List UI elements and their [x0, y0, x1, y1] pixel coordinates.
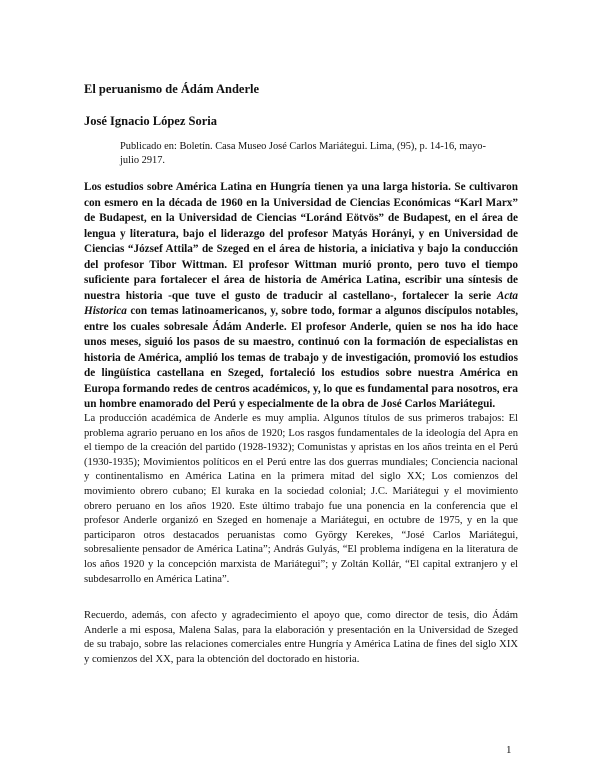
paragraph-intro-part-1: Los estudios sobre América Latina en Hungría tienen ya una larga historia. Se cultivaron con esmero en la década de 1960 en la Universidad de Ciencias Económicas “Karl Marx” de Budapest, en la Universidad de Ciencias “Loránd Eötvös” de Budapest, en el área de lengua y literatura, bajo el liderazgo del profesor Matyás Horányi, y en Universidad de Ciencias “József Attila” de Szeged en el área de historia, a iniciativa y bajo la conducción del profesor Tibor Wittman. El profesor Wittman murió pronto, pero tuvo el tiempo suficiente para fortalecer el área de historia de América Latina, escribir una síntesis de nuestra historia -que tuve el gusto de traducir al castellano-, fortalecer la serie: [84, 181, 518, 302]
paragraph-intro-part-2: con temas latinoamericanos, y, sobre todo, formar a algunos discípulos notables, entre los cuales sobresale Ádám Anderle. El profesor Anderle, quien se nos ha ido hace unos meses, siguió los pasos de su maestro, continuó con la formación de especialistas en historia de América, amplió los temas de trabajo y de investigación, promovió los estudios de lingüística castellana en Szeged, fortaleció los estudios sobre nuestra América en Europa formando redes de centros académicos, y, lo que es fundamental para nosotros, era un hombre enamorado del Perú y especialmente de la obra de José Carlos Mariátegui.: [84, 305, 518, 410]
document-title: El peruanismo de Ádám Anderle: [84, 82, 260, 96]
document-author: José Ignacio López Soria: [84, 114, 217, 128]
paragraph-intro: [84, 180, 518, 413]
publication-note: Publicado en: Boletín. Casa Museo José Carlos Mariátegui. Lima, (95), p. 14-16, mayo-julio 2917.: [120, 141, 486, 166]
acta-historica-title: Acta Historica: [84, 289, 518, 317]
page-number: 1: [506, 744, 512, 756]
paragraph-memory: Recuerdo, además, con afecto y agradecimiento el apoyo que, como director de tesis, dio Ádám Anderle a mi esposa, Malena Salas, para la elaboración y presentación en la Universidad de Szeged de su trabajo, sobre las relaciones comerciales entre Hungría y América Latina de fines del siglo XIX y comienzos del XX, para la obtención del doctorado en historia.: [84, 610, 518, 665]
paragraph-production: La producción académica de Anderle es muy amplia. Algunos títulos de sus primeros trabajos: El problema agrario peruano en los años de 1920; Los rasgos fundamentales de la ideología del Apra en el tiempo de la creación del partido (1928-1932); Comunistas y apristas en los años treinta en el Perú (1930-1935); Movimientos políticos en el Perú entre las dos guerras mundiales; Conciencia nacional y continentalismo en América Latina en la primera mitad del siglo XX; Los comienzos del movimiento obrero cubano; El kuraka en la sociedad colonial; J.C. Mariátegui y el movimiento obrero peruano en los años 1920. Este último trabajo fue una ponencia en la conferencia que el profesor Anderle organizó en Szeged en homenaje a Mariátegui, en octubre de 1975, y en la que participaron otros destacados peruanistas como György Kerekes, “José Carlos Mariátegui, sobresaliente pensador de América Latina”; András Gulyás, “El problema indígena en la literatura de los años 1920 y la concepción marxista de Mariátegui”; y Zoltán Kollár, “El capital extranjero y el subdesarrollo en América Latina”.: [84, 413, 518, 585]
